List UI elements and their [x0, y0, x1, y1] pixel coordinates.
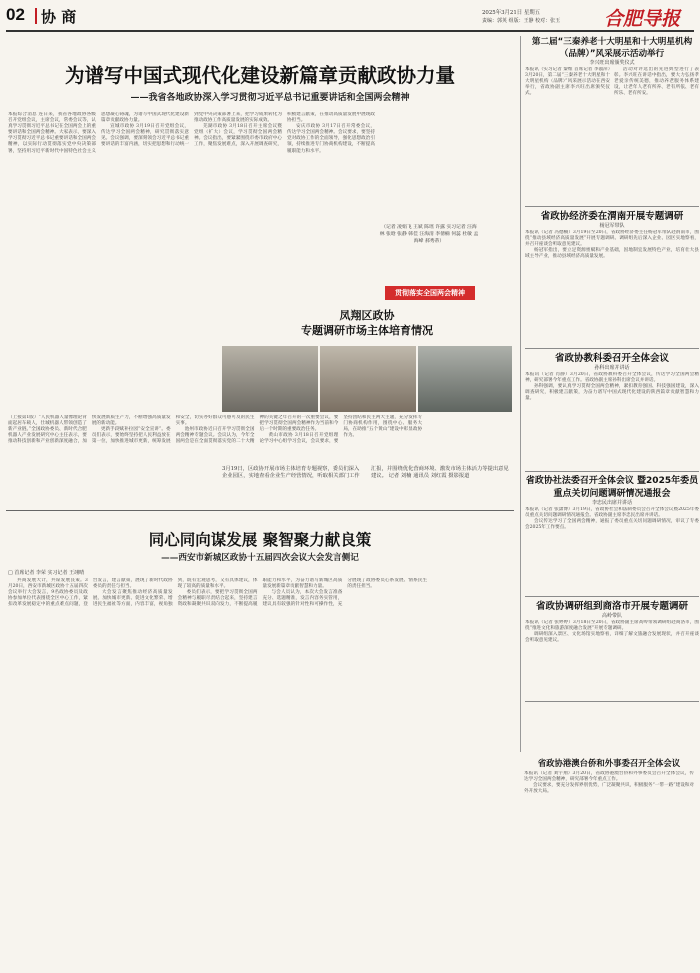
article-title: 省政协经济委在渭南开展专题调研 — [540, 211, 684, 222]
news-photo-1 — [222, 346, 318, 412]
article-paragraph: 活动对评选出的先进典型进行了表彰。李兴旺在讲话中指出，要大力弘扬孝老爱亲传统美德，推动养老服务体系建设，让老年人老有所养、老有所依、老有所乐、老有所安。 — [614, 67, 699, 97]
right-article-2 — [525, 207, 699, 348]
section-name: 协 商 — [41, 8, 77, 26]
bottom-body — [8, 578, 512, 970]
lead-paragraph: 黄山市政协 3月18日召开党组理论学习中心组学习会议，会议要求，要坚持团结和民主两大主题，充分发挥专门协商机构作用，围绕中心、服务大局，在助推“五个黄山”建设中彰显政协作为。 — [259, 415, 423, 445]
article-paragraph: 本报讯（记者 肖静）3月20日，省政协教科委召开全体会议，传达学习全国两会精神，研究部署今年重点工作。省政协副主席孙科出席会议并讲话。 — [525, 372, 699, 384]
article-paragraph: 本报讯（记者 刘宇翔）3月20日，省政协港澳台侨和外事委员会召开全体会议，传达学习全国两会精神，研究部署今年重点工作。 — [524, 771, 694, 783]
right-article-4 — [525, 472, 699, 596]
article-title: 省政协港澳台侨和外事委召开全体会议 — [537, 758, 681, 768]
article-paragraph: 本报讯（记者 冯德楠）3月19日至20日，省政协经济委主任杨冠军带队赴渭南市，围绕“推动县域经济高质量发展”开展专题调研。调研组先后深入企业、园区实地察看，并召开座谈会听取意见建议。 — [525, 230, 699, 248]
bottom-byline: □ 首席记者 李荣 实习记者 王翊晴 — [8, 570, 85, 576]
article-byline: 李兴旺出席颁奖仪式 — [589, 60, 635, 66]
article-body — [525, 67, 699, 185]
photo-caption: 3月19日，区政协开展市场主体培育专题视察，委员们深入企业园区，实地查看企业生产经营情况，听取相关部门工作汇报，并围绕优化营商环境、激发市场主体活力等提出意见建议。 记者 刘楠 通讯员 刘红霞 摄影报道 — [222, 466, 509, 479]
bottom-headline: 同心同向谋发展 聚智聚力献良策 — [148, 531, 372, 549]
page-number: 02 — [6, 5, 25, 24]
editor-credits: 责编：郭英 组版：王静 校对：张玉 — [482, 18, 561, 24]
article-body — [524, 771, 694, 961]
article-title: 省政协社法委召开全体会议 暨2025年委员重点关切问题调研情况通报会 — [525, 476, 699, 499]
article-title: 省政协调研组到商洛市开展专题调研 — [535, 601, 688, 612]
article-paragraph: 调研组深入景区、文化场馆实地察看，详细了解文旅融合发展现状，并召开座谈会听取意见建议。 — [525, 632, 699, 644]
right-article-3 — [525, 349, 699, 471]
article-byline: 孙科出席并讲话 — [594, 365, 630, 371]
right-article-5 — [525, 597, 699, 701]
lead-paragraph: 更新手段赋补拉园“安全宣讲”。委员们表示，要始终坚持把人民利益放在第一位，加快推进城市更新，统筹发展和安全，切实办好群众可感可及的民生实事。 — [91, 415, 255, 445]
header-rule — [6, 30, 694, 32]
article-title: 第二届“三秦养老十大明星和十大明星机构（品牌）”风采展示活动举行 — [531, 37, 693, 59]
article-byline: 杨冠军带队 — [599, 223, 625, 229]
masthead-logo: 合肥导报 — [604, 8, 681, 30]
bottom-paragraph: 大会发言聚焦推动经济高质量发展、加快城市更新、促进文化繁荣、增进民生福祉等方面，内容丰富，视角独到，既有宏观思考，又有具体建议，体现了较高的质量和水平。 — [92, 578, 258, 608]
news-photo-3 — [418, 346, 512, 412]
bottom-paragraph: 与会人员认为，本次大会发言准备充分、选题精准，发言内容务实管用，建议具有较强的针对性和可操作性，充分展现了政协委员心系发展、情系民生的责任担当。 — [262, 578, 428, 608]
article-title: 省政协教科委召开全体会议 — [554, 353, 669, 364]
article-paragraph: 本报讯（实习记者 秦维 首席记者 李淑萍）3月20日，第二届“三秦养老十大明星和十大明星机构（品牌）”风采展示活动在西安举行，省政协副主席李兴旺出席颁奖仪式。 — [525, 67, 610, 97]
lead-paragraph: 芜湖市政协 3月18日召开主席会议暨党组（扩大）会议，学习贯彻全国两会精神。会议指出，要紧紧围绕市委市政府中心工作，聚焦发展难点，深入开展调查研究，积极建言献策，在推动高质量发展中展现政协担当。 — [194, 112, 375, 148]
lead-paragraph: 安庆市政协 3月17日召开常委会议，传达学习全国两会精神。会议要求，要坚持党对政协工作的全面领导，强化思想政治引领，持续推进专门协商机构建设，不断提高履职能力和水平。 — [287, 124, 375, 154]
article-paragraph: 孙科强调，要认真学习贯彻全国两会精神，紧扣教育强国、科技强国建设，深入调查研究，积极建言献策，为奋力谱写中国式现代化建设的陕西篇章贡献智慧和力量。 — [525, 384, 699, 402]
page-header — [6, 4, 694, 30]
article-paragraph: 会议传达学习了全国两会精神，通报了委员重点关切问题调研情况，审议了专委会2025年工作要点。 — [525, 519, 699, 531]
photo-feature — [222, 308, 512, 508]
lead-byline: （记者 凌娟飞 王斌 陈瑶 许露 实习记者 汪海林 张晗 张静 韩佳 汪海清 李倩楠 何蕊 杜敏 孟海峰 郝秀蒂） — [379, 225, 479, 245]
issue-date: 2025年3月21日 星期五 — [482, 10, 541, 16]
section-divider — [35, 8, 37, 24]
photo-title-line2: 专题调研市场主体培育情况 — [301, 324, 433, 337]
bottom-subtitle: ——西安市新城区政协十五届四次会议大会发言侧记 — [161, 553, 359, 563]
article-paragraph: 本报讯（记者 张婷婷）3月18日至20日，省政协副主席高岭带领调研组赴商洛市，围绕“推进文化和旅游深度融合发展”开展专题调研。 — [525, 620, 699, 632]
lead-body-open — [8, 112, 375, 312]
article-byline: 高岭带队 — [601, 613, 622, 619]
lead-subtitle: ——我省各地政协深入学习贯彻习近平总书记重要讲话和全国两会精神 — [130, 93, 410, 103]
bottom-paragraph: 共商发展大计，共谋发展良策。3月20日，西安市新城区政协十五届四次会议举行大会发言，9名政协委员及政协参加单位代表围绕全区中心工作，紧扣改革发展稳定中的重点难点问题，登台发言，建言献策，展现了新时代政协委员的责任与担当。 — [8, 578, 173, 608]
bottom-paragraph: 委员们表示，要把学习贯彻全国两会精神与履职尽责结合起来，坚持建言资政和凝聚共识双向发力，不断提高履职能力和水平，为奋力谱写新城区高质量发展新篇章贡献智慧和力量。 — [177, 578, 343, 608]
photo-title-line1: 凤翔区政协 — [339, 309, 395, 322]
photo-title — [222, 308, 512, 338]
lead-paragraph: 池州市政协近日召开学习贯彻全国两会精神专题会议。会议认为，今年全国两会是在全面贯彻落实党的二十大精神的关键之年召开的一次重要会议，要把学习贯彻全国两会精神作为当前和今后一个时期的重要政治任务。 — [175, 415, 339, 445]
article-body — [525, 372, 699, 464]
article-body — [525, 620, 699, 694]
bottom-rule — [6, 510, 514, 511]
lead-paragraph: （上接第1版）“人民机器人量像理论背面起居车载人，仕城机器人带领创造了新产业链。”全国政协委员、新时代合肥机器人产业发展研究中心主任表示，要推动科技创新和产业创新深度融合，加快发展新质生产力，不断增强高质量发展的新动能。 — [8, 415, 171, 445]
right-article-6 — [524, 757, 694, 967]
right-column — [520, 36, 699, 752]
article-body — [525, 507, 699, 587]
lead-headline: 为谱写中国式现代化建设新篇章贡献政协力量 — [64, 64, 455, 87]
divider — [525, 701, 699, 702]
article-paragraph: 会议要求，要充分发挥界别优势，广泛凝聚共识，积极服务“一带一路”建设和对外开放大局。 — [524, 783, 694, 795]
article-body — [525, 230, 699, 340]
lead-tag: 贯彻落实全国两会精神 — [385, 286, 475, 300]
news-photo-2 — [320, 346, 416, 412]
lead-paragraph: 宣城市政协 3月19日召开党组会议，传达学习全国两会精神，研究贯彻落实意见。会议强调，要深刻领会习近平总书记重要讲话的丰富内涵，切实把思想和行动统一到党中央决策部署上来，把学习成果转化为推动政协工作高质量发展的实际成效。 — [101, 112, 282, 148]
article-paragraph: 杨冠军指出，要立足资源禀赋和产业基础，因地制宜发展特色产业，培育壮大县域主导产业，推动县域经济高质量发展。 — [525, 248, 699, 260]
right-article-1 — [525, 36, 699, 206]
article-paragraph: 本报讯（记者 张潇博）3月19日，省政协社会和法制委员会召开全体会议暨2025年委员重点关切问题调研情况通报会。省政协副主席李忠民出席并讲话。 — [525, 507, 699, 519]
article-byline: 李忠民出席并讲话 — [591, 500, 632, 506]
lead-paragraph: 本报综合消息 连日来，我省各地政协各级召开党组会议，主席会议，常委会议等，认真学习贯彻习近平总书记在全国两会上的重要讲话和全国两会精神。大家表示，要深入学习贯彻习近平总书记重要讲话和全国两会精神，以实际行动贯彻落实党中央决策部署，坚持用习近平新时代中国特色社会主义思想凝心铸魂，为谱写中国式现代化建设新篇章贡献政协力量。 — [8, 112, 189, 154]
